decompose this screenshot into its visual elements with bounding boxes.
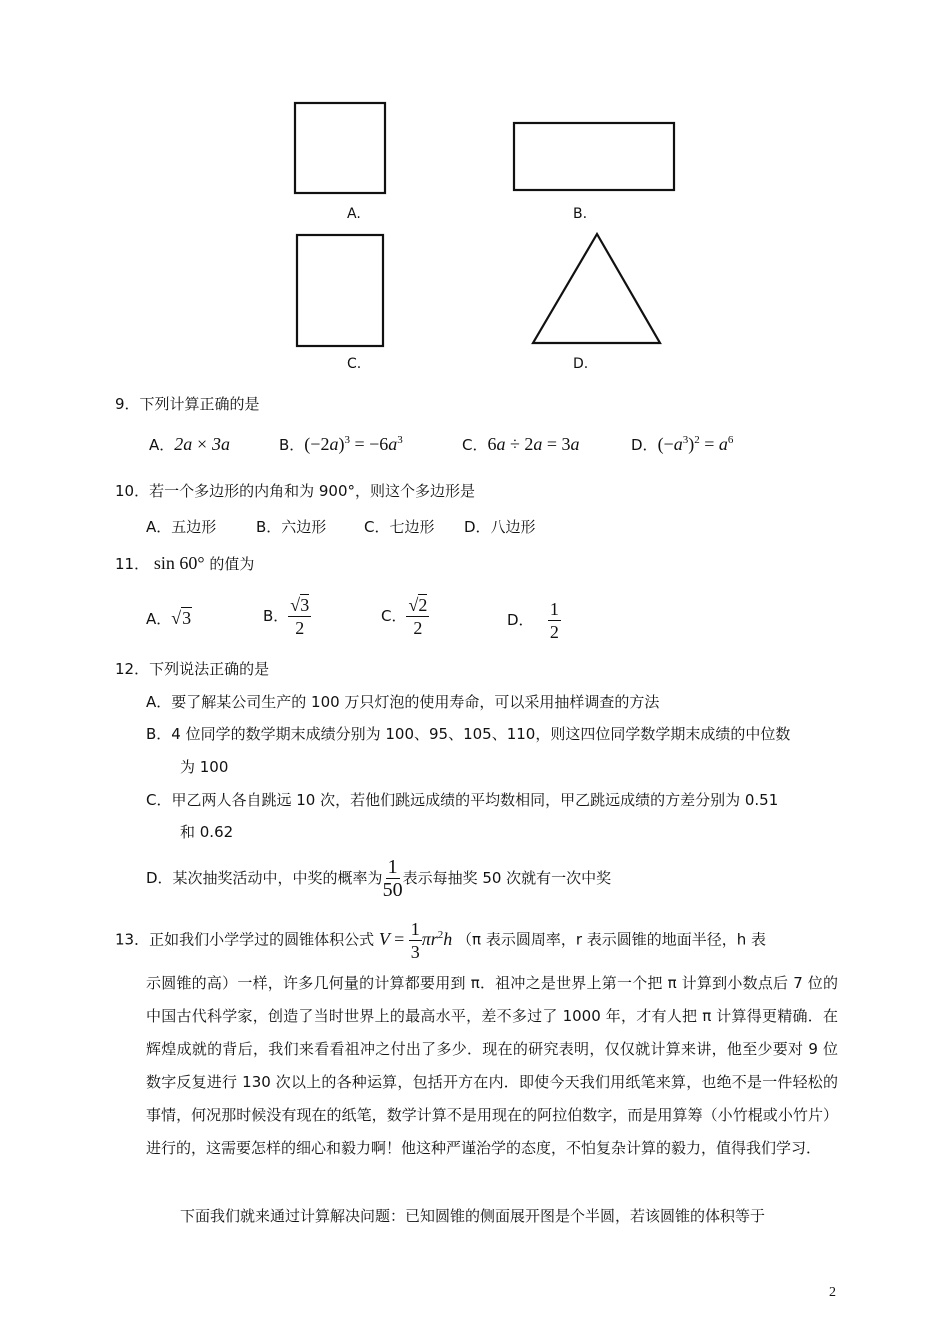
q10-stem: 10．若一个多边形的内角和为 900°，则这个多边形是	[115, 482, 475, 500]
q9-c-letter: C．	[462, 436, 488, 454]
figure-a-square	[295, 103, 385, 193]
q11-expression: sin 60°	[153, 553, 205, 573]
q10-option-d: D．八边形	[464, 518, 536, 536]
q13-last-line: 下面我们就来通过计算解决问题：已知圆锥的侧面展开图是个半圆，若该圆锥的体积等于	[180, 1207, 766, 1225]
figure-c-rectangle	[297, 235, 383, 346]
q11-b-letter: B．	[263, 607, 289, 625]
q11-tail: 的值为	[209, 555, 255, 573]
q11-c-letter: C．	[381, 607, 407, 625]
q9-d-letter: D．	[631, 436, 658, 454]
q9-option-d: D．$(-a^3)^2 = a^6$	[631, 434, 734, 454]
q13-body: 示圆锥的高）一样，许多几何量的计算都要用到 π．祖冲之是世界上第一个把 π 计算到小数点后 7 位的中国古代科学家，创造了当时世界上的最高水平，差不多过了 1000 年，才有人把 π 计算得更精确．在辉煌成就的背后，我们来看看祖冲之付出了多少．现在的研究表明，仅仅就计算来讲，他至少要对 9 位数字反复进行 130 次以上的各种运算，包括开方在内．即使今天我们用纸笔来算，也绝不是一件轻松的事情，何况那时候没有现在的纸笔，数学计算不是用现在的阿拉伯数字，而是用算筹（小竹棍或小竹片）进行的，这需要怎样的细心和毅力啊！他这种严谨治学的态度，不怕复杂计算的毅力，值得我们学习．	[146, 974, 838, 1157]
q11-d-letter: D．	[507, 611, 534, 629]
figure-d-label: D.	[573, 356, 589, 372]
q12-d-pre: D．某次抽奖活动中，中奖的概率为	[146, 869, 383, 887]
figure-d-triangle	[533, 234, 660, 343]
figure-b-rectangle	[514, 123, 674, 190]
q11-option-b: B． $\frac{√3}{2}$	[263, 595, 310, 638]
q13-p1-pre: 正如我们小学学过的圆锥体积公式	[149, 930, 375, 949]
q9-b-letter: B．	[279, 436, 305, 454]
q11-option-a: A．√3	[146, 608, 192, 628]
q9-option-a: A．2a × 3a	[149, 434, 230, 454]
q12-option-b-line1: B．4 位同学的数学期末成绩分别为 100、95、105、110，则这四位同学数学期末成绩的中位数	[146, 725, 791, 743]
q12-option-c-line2: 和 0.62	[180, 823, 234, 841]
page-number: 2	[829, 1285, 836, 1300]
q9-a-letter: A．	[149, 436, 175, 454]
q10-option-b: B．六边形	[256, 518, 327, 536]
figure-a-label: A.	[347, 206, 361, 222]
q12-option-b-line2: 为 100	[180, 758, 229, 776]
q9-option-c: C．6a ÷ 2a = 3a	[462, 434, 580, 454]
figure-c-label: C.	[347, 356, 362, 372]
q13-number: 13．	[115, 930, 150, 949]
q11-option-c: C． $\frac{√2}{2}$	[381, 595, 428, 638]
figure-b-label: B.	[573, 206, 588, 222]
q12-option-d: D．某次抽奖活动中，中奖的概率为 $\frac{1}{50}$ 表示每抽奖 50 次就有一次中奖	[146, 856, 612, 901]
cone-volume-formula: V = $\frac{1}{3}$ $\pi r^2h$	[378, 919, 453, 962]
q9-stem: 9．下列计算正确的是	[115, 395, 260, 413]
q11-number: 11．	[115, 555, 150, 573]
q10-option-c: C．七边形	[364, 518, 435, 536]
q11-stem	[115, 553, 254, 574]
q12-d-post: 表示每抽奖 50 次就有一次中奖	[402, 869, 612, 887]
q9-option-b: B．$(-2a)^3 = -6a^3$	[279, 434, 403, 454]
q10-option-a: A．五边形	[146, 518, 217, 536]
q13-p1-mid: （π 表示圆周率，r 表示圆锥的地面半径，h 表	[457, 930, 767, 949]
q11-a-letter: A．	[146, 610, 172, 628]
figure-options-svg	[0, 0, 950, 380]
q12-option-c-line1: C．甲乙两人各自跳远 10 次，若他们跳远成绩的平均数相同，甲乙跳远成绩的方差分别为 0.51	[146, 791, 779, 809]
q12-stem: 12．下列说法正确的是	[115, 660, 270, 678]
q13-first-line	[115, 918, 766, 963]
q11-option-d: D． $\frac{1}{2}$	[507, 599, 559, 642]
q12-option-a: A．要了解某公司生产的 100 万只灯泡的使用寿命，可以采用抽样调查的方法	[146, 693, 660, 711]
